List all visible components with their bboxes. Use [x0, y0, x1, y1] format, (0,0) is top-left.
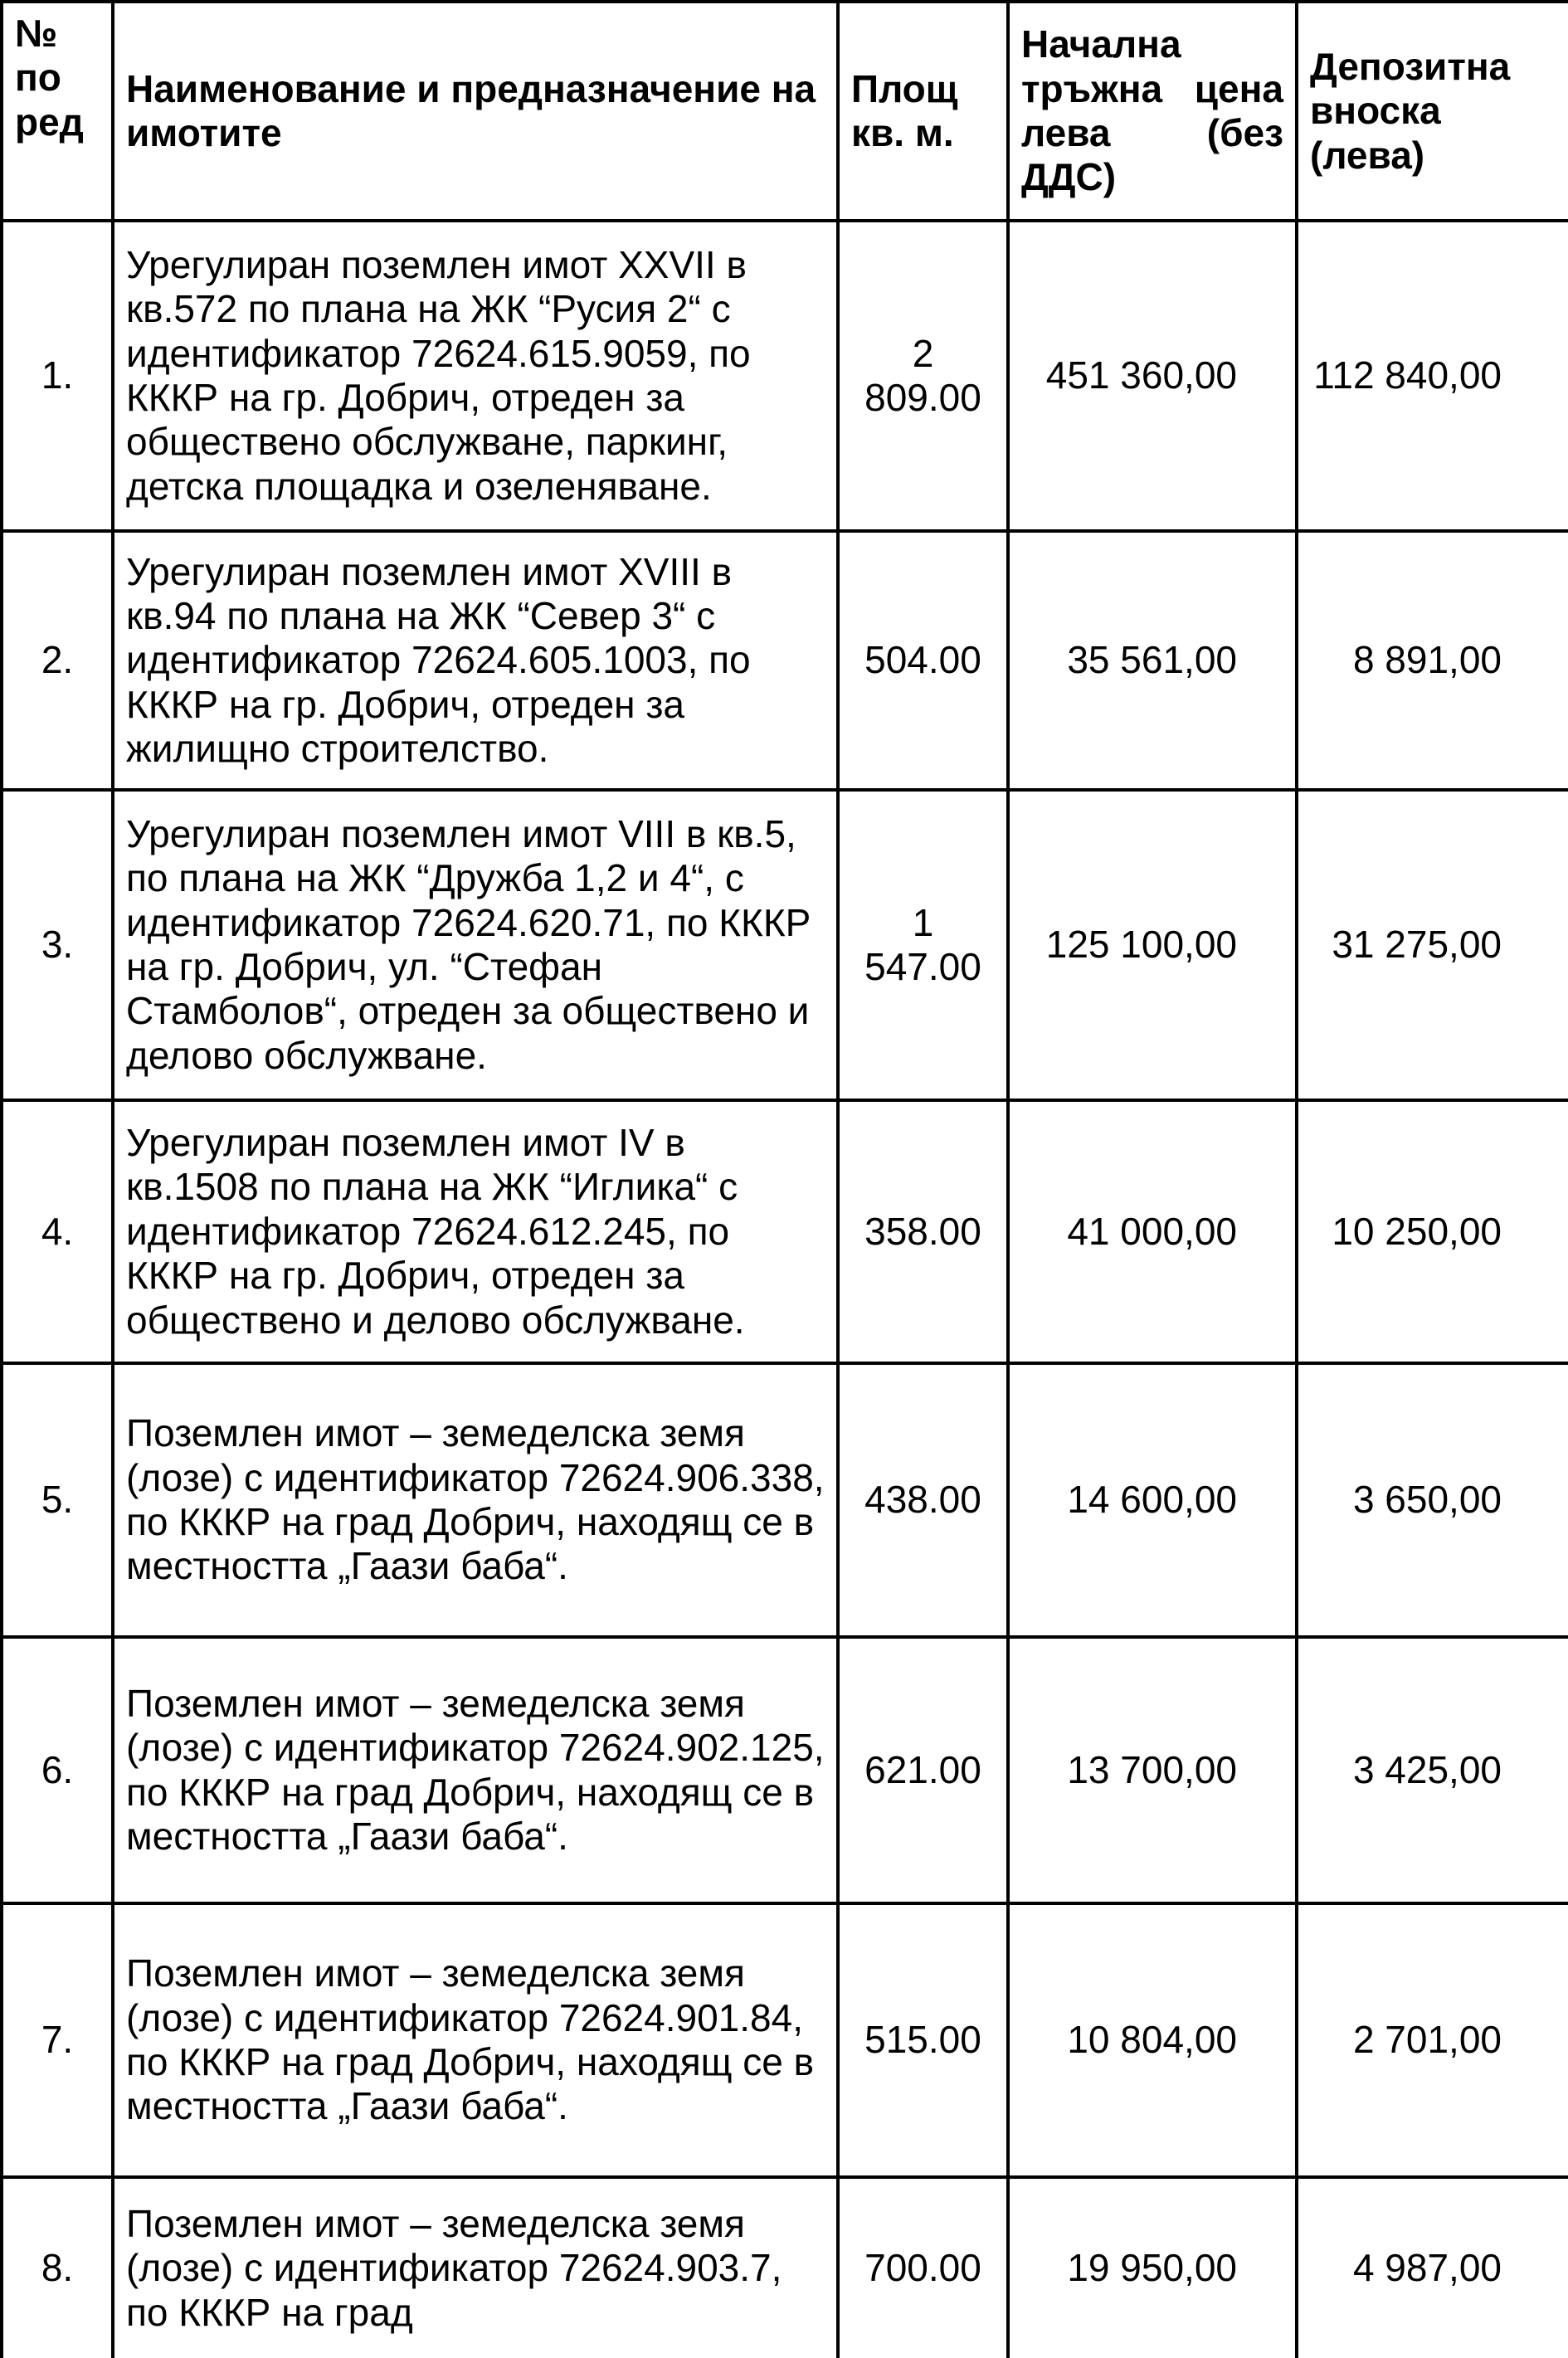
cell-start-price: 35 561,00 [1008, 531, 1297, 790]
cell-property-description: Урегулиран поземлен имот XXVII в кв.572 по плана на ЖК “Русия 2“ с идентификатор 72624.615.9059, по КККР на гр. Добрич, отреден за обществено обслужване, паркинг, детска площадка и озеленяване. [113, 221, 838, 531]
cell-start-price: 10 804,00 [1008, 1903, 1297, 2177]
table-row [2, 1100, 1568, 1363]
cell-row-number: 3. [2, 790, 113, 1100]
cell-row-number: 6. [2, 1637, 113, 1903]
cell-property-description: Урегулиран поземлен имот VIII в кв.5, по плана на ЖК “Дружба 1,2 и 4“, с идентификатор 72624.620.71, по КККР на гр. Добрич, ул. “Стефан Стамболов“, отреден за обществено и делово обслужване. [113, 790, 838, 1100]
cell-area: 504.00 [838, 531, 1008, 790]
cell-property-description: Поземлен имот – земеделска земя (лозе) с идентификатор 72624.902.125, по КККР на град Добрич, находящ се в местността „Гаази баба“. [113, 1637, 838, 1903]
cell-property-description: Поземлен имот – земеделска земя (лозе) с идентификатор 72624.903.7, по КККР на град [113, 2177, 838, 2358]
cell-row-number: 2. [2, 531, 113, 790]
cell-property-description: Поземлен имот – земеделска земя (лозе) с идентификатор 72624.901.84, по КККР на град Добрич, находящ се в местността „Гаази баба“. [113, 1903, 838, 2177]
table-row [2, 1637, 1568, 1903]
cell-row-number: 1. [2, 221, 113, 531]
header-name: Наименование и предназначение на имотите [113, 2, 838, 221]
table-row [2, 2177, 1568, 2358]
cell-deposit: 3 425,00 [1297, 1637, 1568, 1903]
table-row [2, 1363, 1568, 1637]
cell-area: 700.00 [838, 2177, 1008, 2358]
cell-area: 621.00 [838, 1637, 1008, 1903]
cell-area: 2 809.00 [838, 221, 1008, 531]
cell-area: 358.00 [838, 1100, 1008, 1363]
table-row [2, 221, 1568, 531]
cell-start-price: 14 600,00 [1008, 1363, 1297, 1637]
table-row [2, 531, 1568, 790]
table-row [2, 1903, 1568, 2177]
cell-row-number: 5. [2, 1363, 113, 1637]
table-row [2, 790, 1568, 1100]
cell-property-description: Урегулиран поземлен имот IV в кв.1508 по плана на ЖК “Иглика“ с идентификатор 72624.612.245, по КККР на гр. Добрич, отреден за обществено и делово обслужване. [113, 1100, 838, 1363]
cell-area: 438.00 [838, 1363, 1008, 1637]
cell-area: 515.00 [838, 1903, 1008, 2177]
cell-area: 1 547.00 [838, 790, 1008, 1100]
cell-deposit: 112 840,00 [1297, 221, 1568, 531]
cell-row-number: 7. [2, 1903, 113, 2177]
cell-property-description: Поземлен имот – земеделска земя (лозе) с идентификатор 72624.906.338, по КККР на град Добрич, находящ се в местността „Гаази баба“. [113, 1363, 838, 1637]
header-deposit: Депозитна вноска (лева) [1297, 2, 1568, 221]
cell-deposit: 31 275,00 [1297, 790, 1568, 1100]
cell-deposit: 3 650,00 [1297, 1363, 1568, 1637]
cell-start-price: 451 360,00 [1008, 221, 1297, 531]
cell-start-price: 41 000,00 [1008, 1100, 1297, 1363]
cell-deposit: 2 701,00 [1297, 1903, 1568, 2177]
header-row [2, 2, 1568, 221]
header-start-price: Начална тръжна цена лева (без ДДС) [1008, 2, 1297, 221]
cell-deposit: 10 250,00 [1297, 1100, 1568, 1363]
cell-start-price: 19 950,00 [1008, 2177, 1297, 2358]
cell-row-number: 8. [2, 2177, 113, 2358]
cell-property-description: Урегулиран поземлен имот XVIII в кв.94 по плана на ЖК “Север 3“ с идентификатор 72624.605.1003, по КККР на гр. Добрич, отреден за жилищно строителство. [113, 531, 838, 790]
cell-deposit: 8 891,00 [1297, 531, 1568, 790]
cell-start-price: 125 100,00 [1008, 790, 1297, 1100]
cell-start-price: 13 700,00 [1008, 1637, 1297, 1903]
cell-row-number: 4. [2, 1100, 113, 1363]
header-number: № по ред [2, 2, 113, 221]
cell-deposit: 4 987,00 [1297, 2177, 1568, 2358]
header-area: Площ кв. м. [838, 2, 1008, 221]
